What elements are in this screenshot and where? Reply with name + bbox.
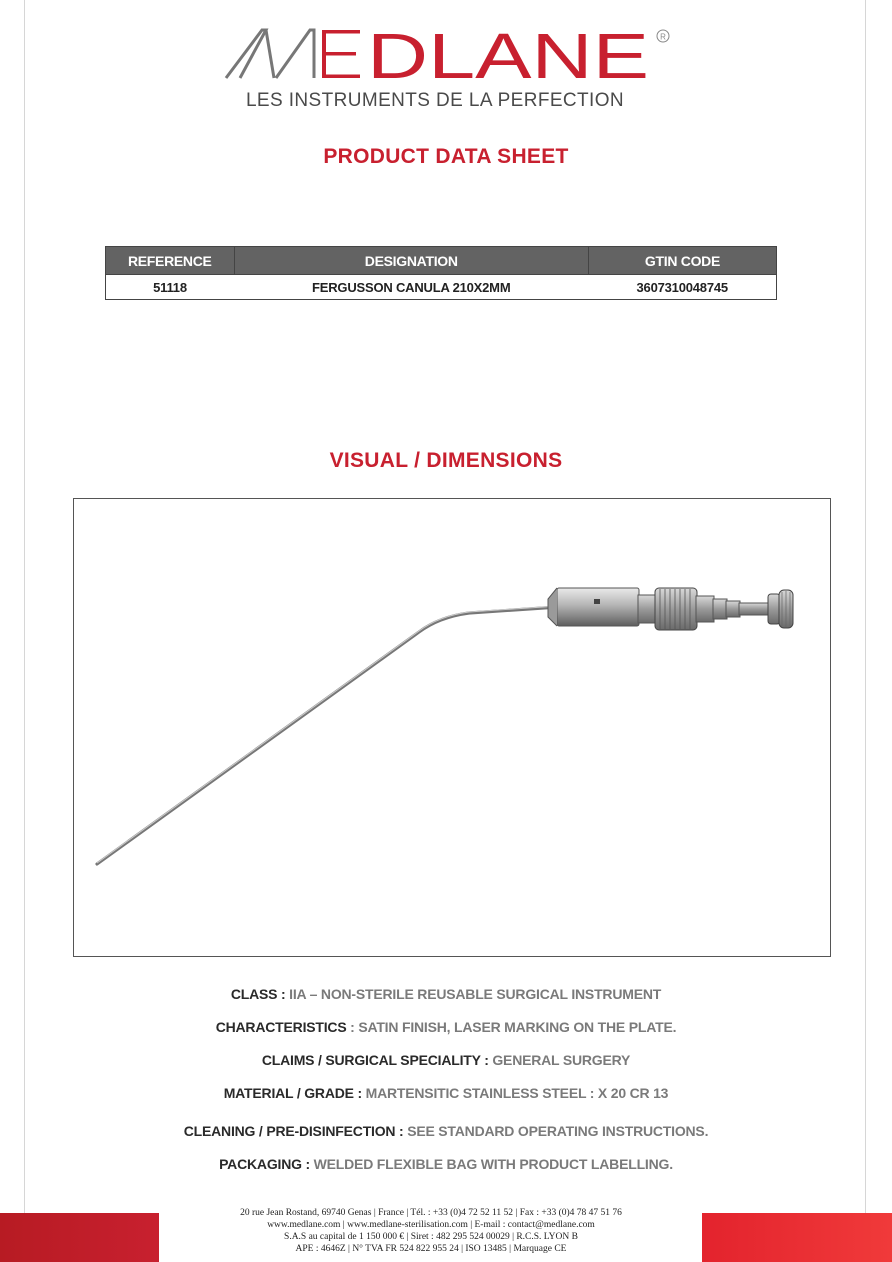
spec-cleaning: CLEANING / PRE-DISINFECTION : SEE STANDARD OPERATING INSTRUCTIONS. [183, 1123, 709, 1139]
footer-registration: APE : 4646Z | N° TVA FR 524 822 955 24 | ISO 13485 | Marquage CE [295, 1244, 567, 1254]
product-image-frame [73, 498, 831, 957]
cell-reference: 51118 [106, 275, 235, 300]
header-designation: DESIGNATION [234, 247, 588, 275]
product-data-sheet-title: PRODUCT DATA SHEET [323, 145, 569, 168]
header-reference: REFERENCE [106, 247, 235, 275]
footer-company: S.A.S au capital de 1 150 000 € | Siret : 482 295 524 00029 | R.C.S. LYON B [284, 1232, 578, 1242]
footer-bar-left [0, 1213, 159, 1262]
footer-web: www.medlane.com | www.medlane-sterilisation.com | E-mail : contact@medlane.com [267, 1220, 595, 1230]
svg-text:R: R [660, 32, 666, 42]
cell-designation: FERGUSSON CANULA 210X2MM [234, 275, 588, 300]
logo-tagline: LES INSTRUMENTS DE LA PERFECTION [245, 90, 625, 111]
footer-contact [170, 1207, 692, 1255]
spec-claims: CLAIMS / SURGICAL SPECIALITY : GENERAL SURGERY [261, 1052, 631, 1068]
reference-table [105, 246, 777, 300]
cell-gtin: 3607310048745 [588, 275, 776, 300]
footer-bar-right [702, 1213, 892, 1262]
fergusson-canula-image [74, 499, 830, 956]
spec-class: CLASS : IIA – NON-STERILE REUSABLE SURGICAL INSTRUMENT [230, 986, 662, 1002]
footer-address: 20 rue Jean Rostand, 69740 Genas | France | Tél. : +33 (0)4 72 52 11 52 | Fax : +33 (0)4 78 47 51 76 [240, 1208, 622, 1218]
spec-characteristics: CHARACTERISTICS : SATIN FINISH, LASER MARKING ON THE PLATE. [215, 1019, 677, 1035]
spec-material: MATERIAL / GRADE : MARTENSITIC STAINLESS STEEL : X 20 CR 13 [223, 1085, 669, 1101]
spec-packaging: PACKAGING : WELDED FLEXIBLE BAG WITH PRODUCT LABELLING. [219, 1156, 673, 1172]
table-row [106, 275, 777, 300]
svg-text:DLANE: DLANE [367, 22, 649, 92]
header-gtin: GTIN CODE [588, 247, 776, 275]
visual-dimensions-title: VISUAL / DIMENSIONS [329, 449, 563, 472]
